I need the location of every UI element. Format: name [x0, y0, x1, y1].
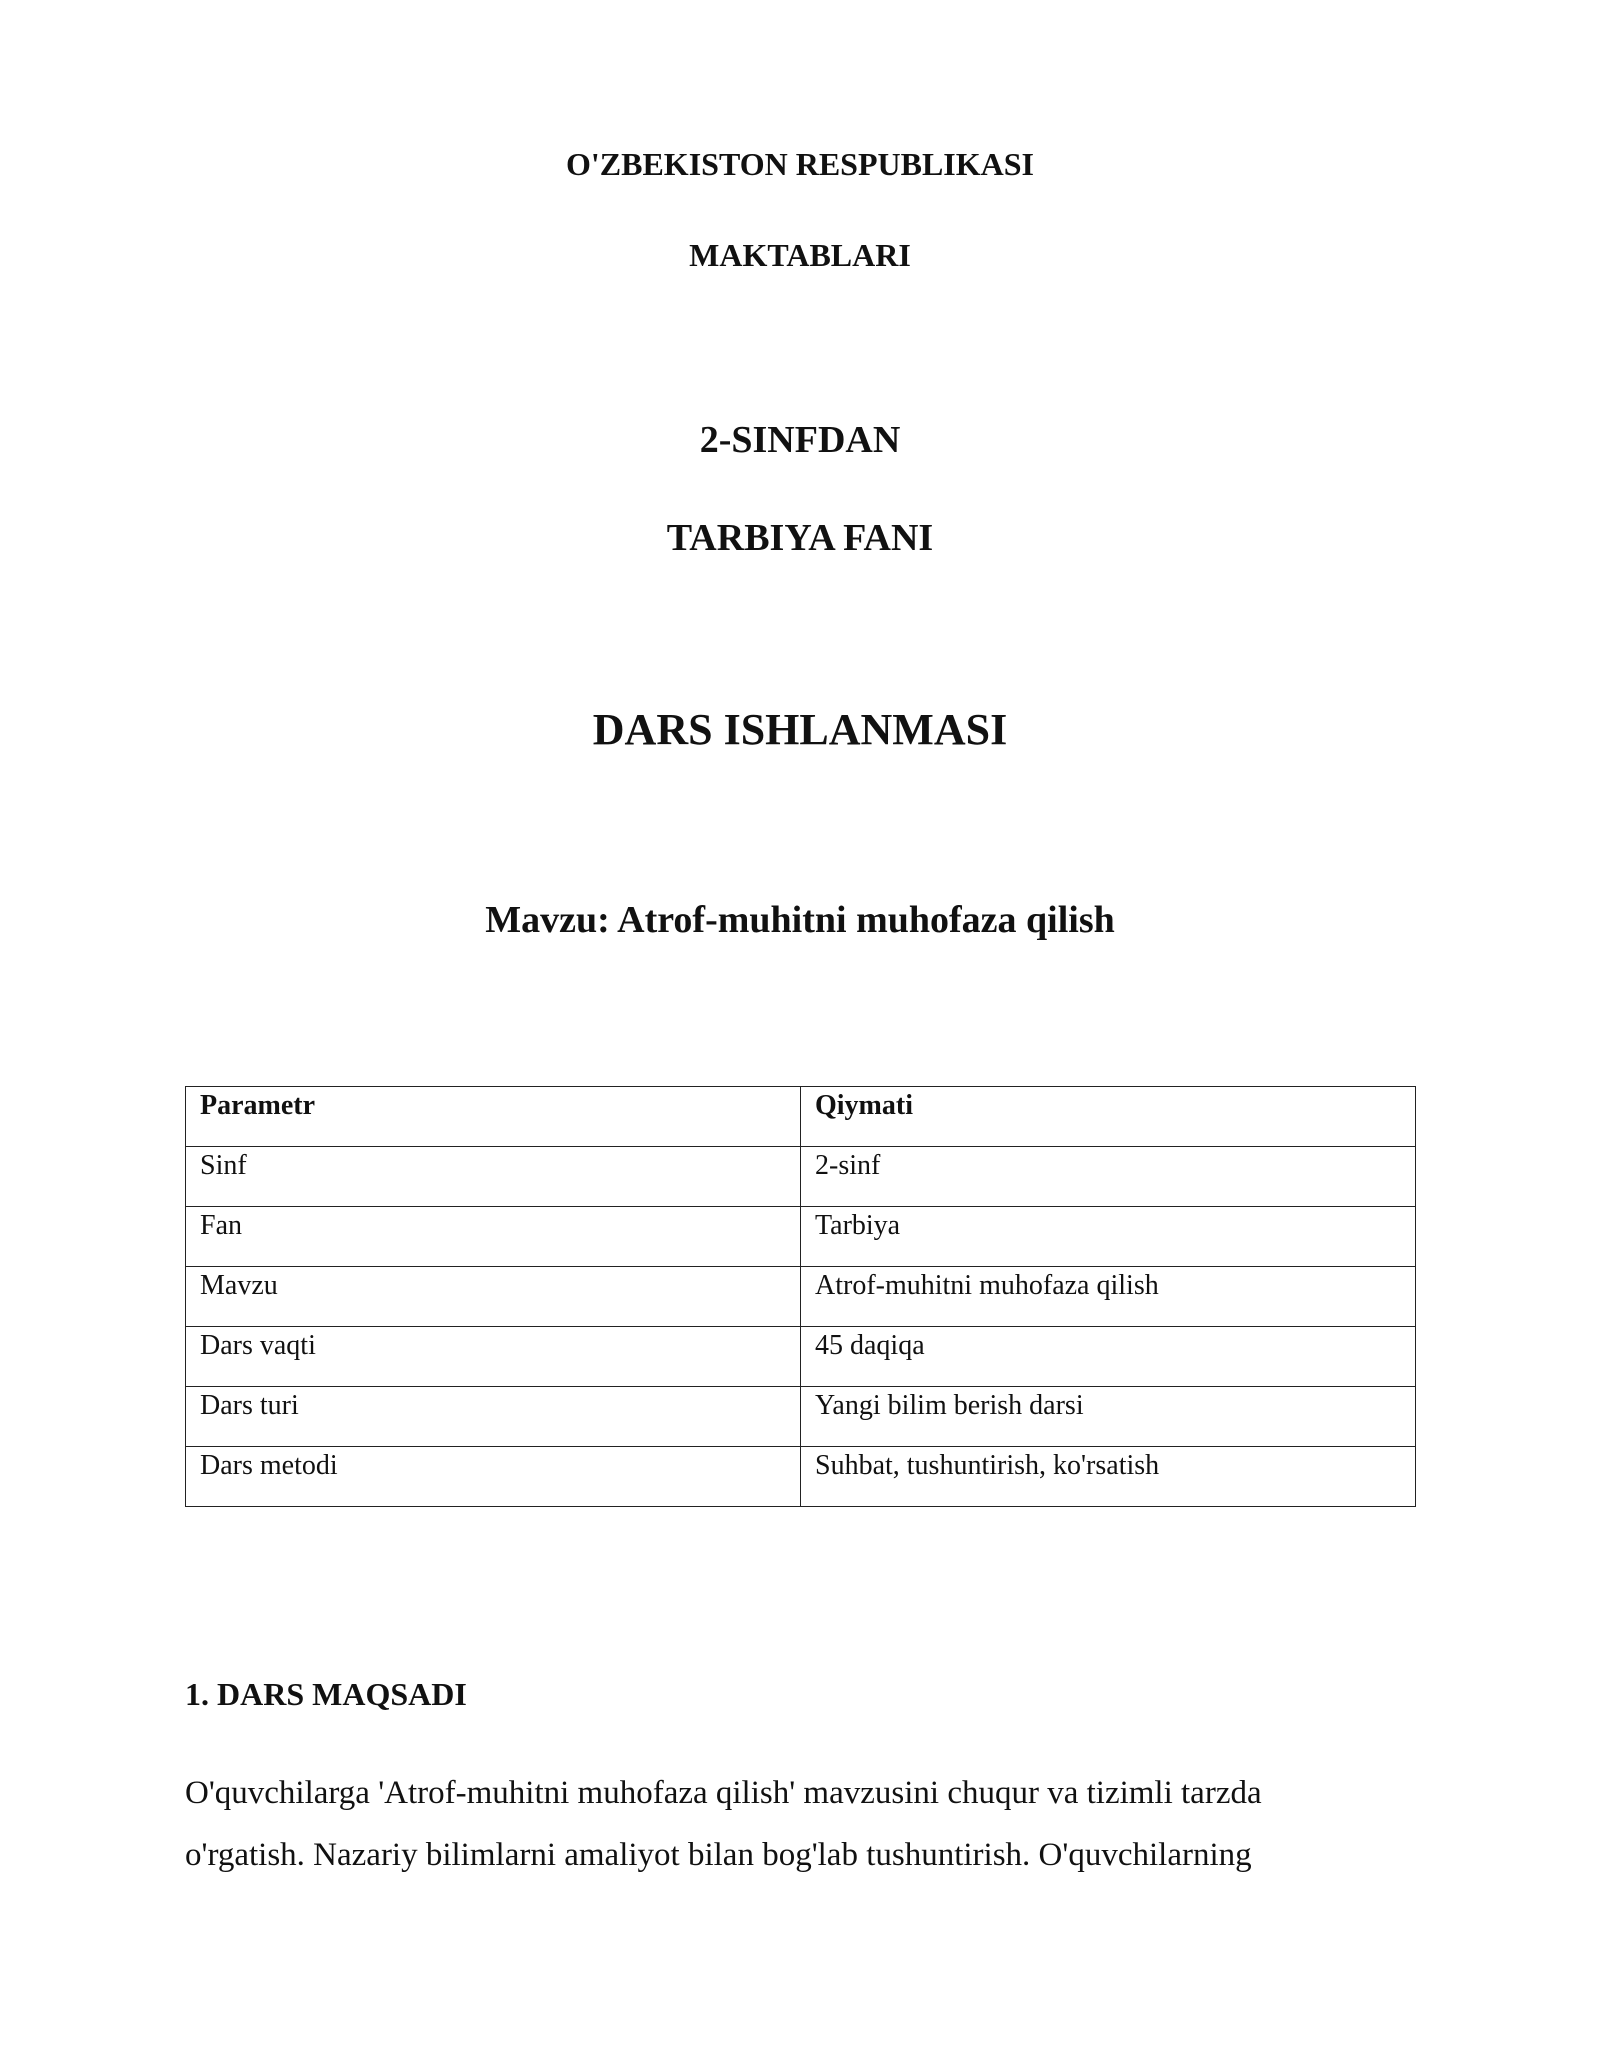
- table-cell-parameter: Dars vaqti: [186, 1327, 801, 1387]
- paragraph-line: o'rgatish. Nazariy bilimlarni amaliyot bilan bog'lab tushuntirish. O'quvchilarning: [185, 1837, 1252, 1873]
- table-row: [186, 1147, 1416, 1207]
- table-row: [186, 1447, 1416, 1507]
- table-cell-value: Yangi bilim berish darsi: [801, 1387, 1416, 1447]
- table-cell-parameter: Fan: [186, 1207, 801, 1267]
- header-line-country: O'ZBEKISTON RESPUBLIKASI: [565, 146, 1034, 182]
- table-cell-value: Tarbiya: [801, 1207, 1416, 1267]
- lesson-info-table: [185, 1086, 1416, 1507]
- table-cell-value: Atrof-muhitni muhofaza qilish: [801, 1267, 1416, 1327]
- document-title: DARS ISHLANMASI: [592, 705, 1008, 754]
- grade-heading: 2-SINFDAN: [699, 419, 901, 461]
- table-cell-value: 2-sinf: [801, 1147, 1416, 1207]
- column-header-parameter: Parametr: [186, 1087, 801, 1147]
- table-header-row: [186, 1087, 1416, 1147]
- header-line-schools: MAKTABLARI: [689, 237, 911, 273]
- table-cell-parameter: Mavzu: [186, 1267, 801, 1327]
- section-heading-goal: 1. DARS MAQSADI: [185, 1676, 467, 1712]
- subject-heading: TARBIYA FANI: [666, 517, 934, 559]
- table-cell-parameter: Dars metodi: [186, 1447, 801, 1507]
- table-cell-parameter: Dars turi: [186, 1387, 801, 1447]
- column-header-value: Qiymati: [801, 1087, 1416, 1147]
- table-row: [186, 1327, 1416, 1387]
- table-row: [186, 1387, 1416, 1447]
- paragraph-line: O'quvchilarga 'Atrof-muhitni muhofaza qilish' mavzusini chuqur va tizimli tarzda: [185, 1775, 1262, 1811]
- table-cell-parameter: Sinf: [186, 1147, 801, 1207]
- table-cell-value: Suhbat, tushuntirish, ko'rsatish: [801, 1447, 1416, 1507]
- goal-paragraph: [185, 1762, 1415, 1886]
- table-cell-value: 45 daqiqa: [801, 1327, 1416, 1387]
- table-row: [186, 1207, 1416, 1267]
- topic-heading: Mavzu: Atrof-muhitni muhofaza qilish: [485, 899, 1115, 941]
- table-row: [186, 1267, 1416, 1327]
